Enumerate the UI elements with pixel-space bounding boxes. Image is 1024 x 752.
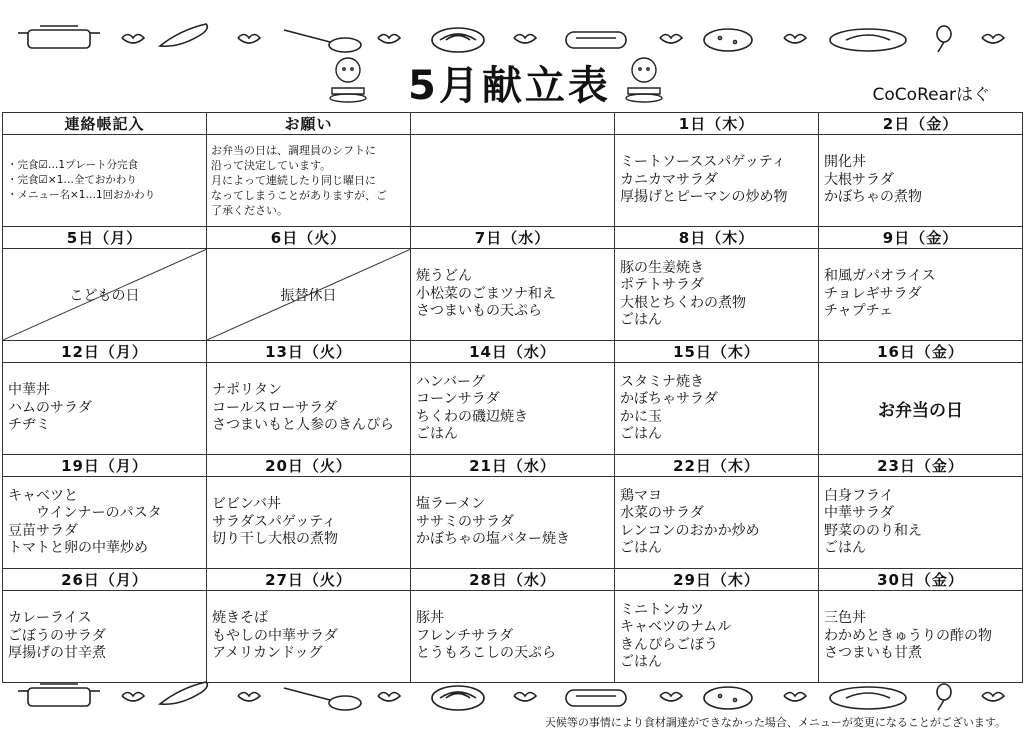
menu-table — [2, 112, 1023, 683]
menu-item: 三色丼 — [824, 610, 866, 627]
menu-item: かぼちゃの塩バター焼き — [416, 531, 570, 548]
day-header: 20日（火） — [207, 455, 411, 477]
menu-item: 焼うどん — [416, 268, 472, 285]
menu-item: 鶏マヨ — [620, 487, 662, 504]
note-line: ・メニュー名×1…1回おかわり — [7, 189, 156, 201]
menu-cell — [615, 591, 819, 683]
notes-cell — [3, 135, 207, 227]
menu-item: スタミナ焼き — [620, 373, 704, 390]
menu-item: かに玉 — [620, 408, 662, 425]
menu-item: トマトと卵の中華炒め — [8, 540, 148, 556]
body-row — [3, 363, 1023, 455]
menu-item: もやしの中華サラダ — [212, 627, 338, 644]
day-header: 27日（火） — [207, 569, 411, 591]
day-header: 9日（金） — [819, 227, 1023, 249]
menu-cell — [615, 249, 819, 341]
column-header — [411, 113, 615, 135]
day-header: 28日（水） — [411, 569, 615, 591]
heart-icon — [122, 35, 144, 44]
onion-icon — [432, 28, 484, 52]
menu-item: かぼちゃの煮物 — [824, 189, 922, 206]
menu-item: きんぴらごぼう — [620, 636, 718, 653]
menu-item: ミニトンカツ — [620, 601, 704, 618]
child-eating-icon — [326, 54, 370, 104]
heart-icon — [514, 693, 536, 702]
day-header: 2日（金） — [819, 113, 1023, 135]
menu-item: 中華丼 — [8, 382, 50, 399]
menu-item: ハムのサラダ — [8, 399, 92, 416]
menu-item: チヂミ — [8, 417, 50, 434]
note-line: ・完食☑×1…全ておかわり — [7, 174, 137, 186]
menu-item: ごはん — [824, 540, 866, 556]
day-header: 7日（水） — [411, 227, 615, 249]
heart-icon — [660, 35, 682, 44]
menu-item: わかめときゅうりの酢の物 — [824, 627, 992, 644]
menu-item: カニカマサラダ — [620, 171, 718, 188]
ladle-icon — [284, 688, 361, 710]
page-title: 5月献立表 — [408, 63, 611, 109]
menu-cell — [819, 477, 1023, 569]
request-line: 月によって連続したり同じ曜日に — [211, 174, 376, 187]
menu-item: 豆苗サラダ — [8, 522, 78, 539]
day-header: 22日（木） — [615, 455, 819, 477]
header-row — [3, 341, 1023, 363]
header — [0, 52, 1024, 110]
day-header: 19日（月） — [3, 455, 207, 477]
footnote: 天候等の事情により食材調達ができなかった場合、メニューが変更になることがございます。 — [544, 716, 1006, 729]
fish-icon — [566, 690, 626, 706]
column-header: お願い — [207, 113, 411, 135]
fish-icon — [566, 32, 626, 48]
menu-cell — [3, 591, 207, 683]
heart-icon — [378, 693, 400, 702]
request-line: 了承ください。 — [211, 204, 288, 217]
menu-item: 開化丼 — [824, 154, 866, 171]
brand-name: CoCoRearはぐ — [872, 85, 990, 105]
menu-item: 塩ラーメン — [416, 496, 486, 513]
menu-item: ごはん — [620, 312, 662, 328]
heart-icon — [238, 693, 260, 702]
diagonal-strike — [207, 249, 411, 340]
curry-plate-icon — [830, 684, 951, 710]
day-header: 15日（木） — [615, 341, 819, 363]
menu-item: ハンバーグ — [416, 373, 486, 390]
pot-icon — [18, 684, 100, 706]
menu-item: ごはん — [620, 654, 662, 670]
menu-item: かぼちゃサラダ — [620, 391, 718, 407]
holiday-label: 振替休日 — [280, 287, 337, 304]
menu-item: コーンサラダ — [416, 391, 500, 407]
column-header: 連絡帳記入 — [3, 113, 207, 135]
ladle-icon — [284, 30, 361, 52]
day-header: 8日（木） — [615, 227, 819, 249]
menu-item: 厚揚げの甘辛煮 — [8, 645, 106, 662]
day-header: 1日（木） — [615, 113, 819, 135]
menu-cell — [819, 249, 1023, 341]
heart-icon — [238, 35, 260, 44]
menu-item: チョレギサラダ — [824, 285, 922, 302]
menu-item: 中華サラダ — [824, 505, 894, 521]
lunch-day-label: お弁当の日 — [878, 401, 963, 421]
menu-item: アメリカンドッグ — [212, 645, 323, 662]
menu-item: レンコンのおかか炒め — [620, 522, 760, 539]
menu-cell — [411, 477, 615, 569]
menu-cell — [615, 135, 819, 227]
pot-icon — [18, 26, 100, 48]
heart-icon — [784, 693, 806, 702]
heart-icon — [660, 693, 682, 702]
menu-item: ごはん — [416, 426, 458, 442]
menu-item: チャプチェ — [824, 303, 894, 320]
menu-item: 野菜ののり和え — [824, 522, 922, 539]
menu-item: ササミのサラダ — [416, 513, 514, 530]
header-row — [3, 455, 1023, 477]
request-line: お弁当の日は、調理員のシフトに — [211, 144, 376, 157]
menu-item: コールスローサラダ — [212, 399, 338, 416]
body-row — [3, 249, 1023, 341]
menu-item: 切り干し大根の煮物 — [212, 531, 338, 548]
day-header: 21日（水） — [411, 455, 615, 477]
menu-item: ウインナーのパスタ — [8, 505, 162, 521]
holiday-label: こどもの日 — [69, 287, 140, 304]
lunch-day-cell — [819, 363, 1023, 455]
menu-item: 大根サラダ — [824, 171, 894, 188]
header-row — [3, 569, 1023, 591]
menu-item: ポテトサラダ — [620, 277, 704, 293]
menu-cell — [411, 363, 615, 455]
potato-icon — [704, 29, 752, 51]
child-eating-icon — [622, 54, 666, 104]
holiday-cell — [207, 249, 411, 341]
menu-item: 白身フライ — [824, 487, 894, 504]
menu-item: サラダスパゲッティ — [212, 513, 337, 530]
menu-item: 和風ガパオライス — [824, 268, 936, 285]
day-header: 29日（木） — [615, 569, 819, 591]
menu-item: 豚の生姜焼き — [620, 259, 704, 276]
menu-cell — [615, 363, 819, 455]
day-header: 12日（月） — [3, 341, 207, 363]
note-line: ・完食☑…1プレート分完食 — [7, 159, 139, 171]
menu-cell — [819, 135, 1023, 227]
request-cell — [207, 135, 411, 227]
heart-icon — [982, 693, 1004, 702]
menu-item: ナポリタン — [212, 382, 282, 399]
curry-plate-icon — [830, 26, 951, 52]
onion-icon — [432, 686, 484, 710]
menu-cell — [615, 477, 819, 569]
menu-item: ごはん — [620, 426, 662, 442]
heart-icon — [122, 693, 144, 702]
menu-item: キャベツのナムル — [620, 619, 732, 635]
menu-cell — [207, 477, 411, 569]
menu-item: キャベツと — [8, 487, 78, 504]
day-header: 13日（火） — [207, 341, 411, 363]
menu-item: 大根とちくわの煮物 — [620, 294, 746, 311]
body-row — [3, 591, 1023, 683]
menu-item: さつまいもの天ぷら — [416, 303, 542, 320]
heart-icon — [784, 35, 806, 44]
potato-icon — [704, 687, 752, 709]
menu-cell — [207, 591, 411, 683]
menu-item: 厚揚げとピーマンの炒め物 — [620, 189, 788, 206]
menu-item: ごはん — [620, 540, 662, 556]
menu-item: さつまいも甘煮 — [824, 645, 922, 662]
menu-item: 水菜のサラダ — [620, 505, 704, 521]
menu-cell — [411, 591, 615, 683]
menu-item: とうもろこしの天ぷら — [416, 645, 556, 662]
header-row — [3, 113, 1023, 135]
menu-item: ごぼうのサラダ — [8, 627, 106, 644]
menu-item: さつまいもと人参のきんぴら — [212, 417, 394, 434]
day-header: 5日（月） — [3, 227, 207, 249]
menu-cell — [3, 363, 207, 455]
body-row — [3, 477, 1023, 569]
heart-icon — [378, 35, 400, 44]
menu-item: フレンチサラダ — [416, 627, 513, 644]
diagonal-strike — [3, 249, 207, 340]
request-line: 沿って決定しています。 — [211, 159, 332, 172]
day-header: 6日（火） — [207, 227, 411, 249]
carrot-icon — [160, 24, 207, 46]
day-header: 26日（月） — [3, 569, 207, 591]
request-line: なってしまうことがありますが、ご — [211, 189, 387, 202]
menu-item: ちくわの磯辺焼き — [416, 408, 528, 425]
menu-cell — [207, 363, 411, 455]
menu-item: カレーライス — [8, 610, 92, 627]
menu-item: 豚丼 — [416, 610, 444, 627]
carrot-icon — [160, 682, 207, 704]
menu-item: ビビンバ丼 — [212, 496, 282, 513]
body-row — [3, 135, 1023, 227]
day-header: 30日（金） — [819, 569, 1023, 591]
menu-cell — [3, 477, 207, 569]
day-header: 14日（水） — [411, 341, 615, 363]
heart-icon — [982, 35, 1004, 44]
day-header: 23日（金） — [819, 455, 1023, 477]
menu-cell — [819, 591, 1023, 683]
header-row — [3, 227, 1023, 249]
heart-icon — [514, 35, 536, 44]
menu-item: ミートソーススパゲッティ — [620, 154, 786, 171]
day-header: 16日（金） — [819, 341, 1023, 363]
menu-cell — [411, 249, 615, 341]
menu-item: 焼きそば — [212, 610, 268, 627]
empty-cell — [411, 135, 615, 227]
menu-item: 小松菜のごまツナ和え — [416, 285, 556, 302]
holiday-cell — [3, 249, 207, 341]
bottom-decoration — [0, 676, 1024, 716]
